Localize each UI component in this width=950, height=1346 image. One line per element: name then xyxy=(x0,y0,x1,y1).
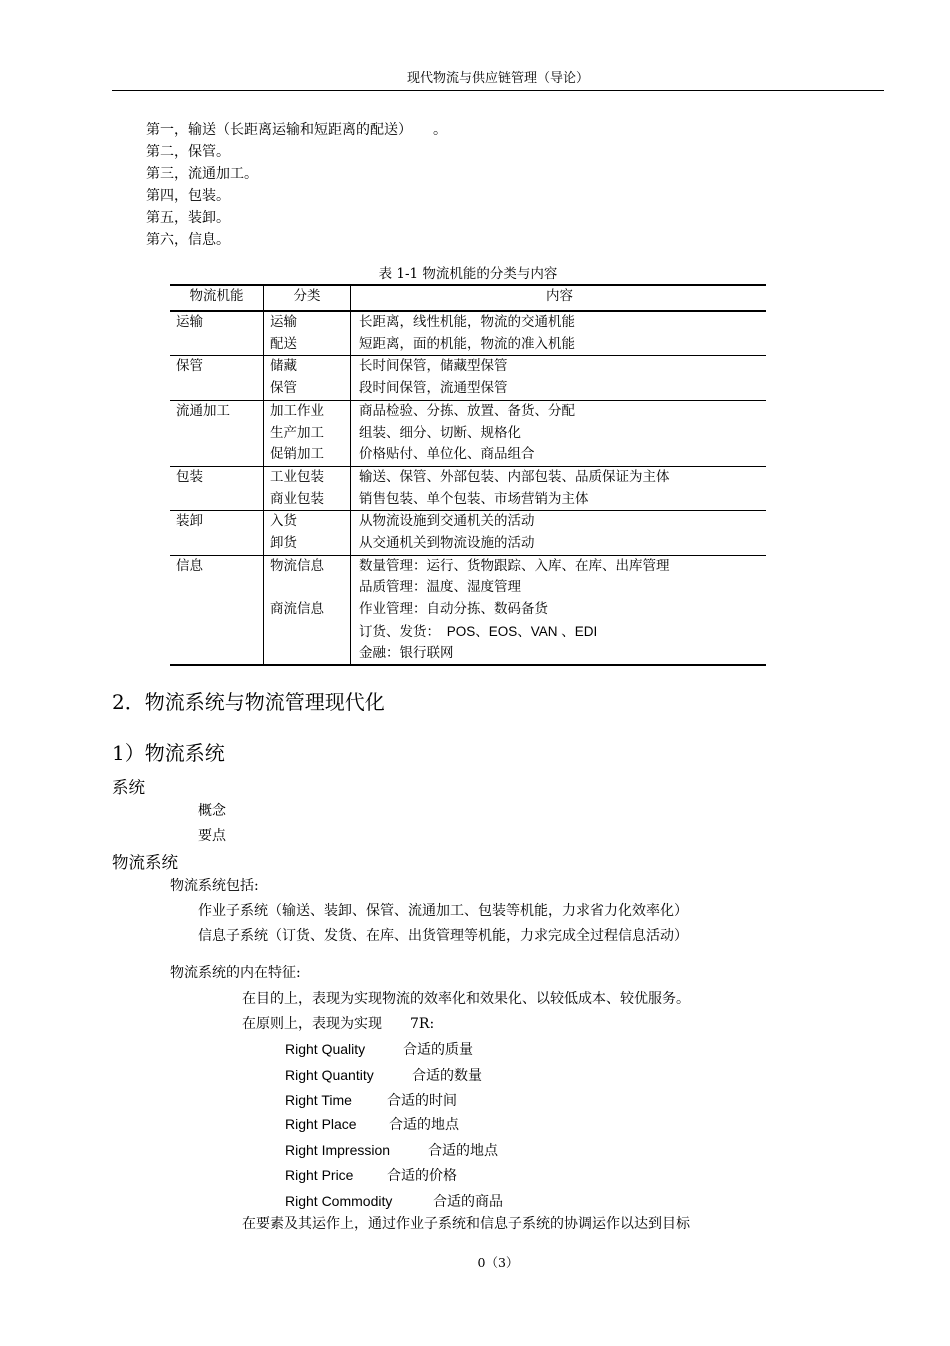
function-cell: 保管 xyxy=(170,356,264,400)
page-header: 现代物流与供应链管理（导论） xyxy=(406,71,589,86)
table-row xyxy=(170,466,766,510)
table-row xyxy=(170,400,766,466)
category-cell: 入货 卸货 xyxy=(264,511,351,555)
content-cell: 长时间保管，储藏型保管 段时间保管，流通型保管 xyxy=(351,356,767,400)
system-item-points: 要点 xyxy=(198,828,226,844)
content-cell: 输送、保管、外部包装、内部包装、品质保证为主体 销售包装、单个包装、市场营销为主体 xyxy=(351,466,767,510)
table-row xyxy=(170,356,766,400)
header-rule xyxy=(112,90,884,91)
function-cell: 信息 xyxy=(170,555,264,665)
includes-label: 物流系统包括: xyxy=(170,878,259,894)
category-cell: 储藏 保管 xyxy=(264,356,351,400)
intro-item-6: 第六，信息。 xyxy=(146,232,230,248)
seven-r-item: Right Impression 合适的地点 xyxy=(285,1142,498,1159)
intro-item-5: 第五，装卸。 xyxy=(146,210,230,226)
section-2-heading: 2．物流系统与物流管理现代化 xyxy=(112,690,385,714)
function-cell: 装卸 xyxy=(170,511,264,555)
seven-r-item: Right Place 合适的地点 xyxy=(285,1116,459,1133)
function-cell: 包装 xyxy=(170,466,264,510)
table-caption: 表 1-1 物流机能的分类与内容 xyxy=(378,266,558,282)
table-row xyxy=(170,511,766,555)
principle-text: 在原则上，表现为实现 7R: xyxy=(242,1016,435,1032)
intro-item-2: 第二，保管。 xyxy=(146,144,230,160)
page-number: 0（3） xyxy=(477,1255,519,1270)
intro-item-1: 第一，输送（长距离运输和短距离的配送） 。 xyxy=(146,122,447,138)
system-heading: 系统 xyxy=(112,778,145,797)
logistics-function-table xyxy=(170,284,766,666)
table-header-content: 内容 xyxy=(351,285,767,311)
table-row xyxy=(170,555,766,665)
seven-r-item: Right Quality 合适的质量 xyxy=(285,1041,473,1058)
seven-r-item: Right Time 合适的时间 xyxy=(285,1092,457,1109)
operation-subsystem: 作业子系统（输送、装卸、保管、流通加工、包装等机能，力求省力化效率化） xyxy=(198,903,688,919)
intro-item-3: 第三，流通加工。 xyxy=(146,166,258,182)
function-cell: 运输 xyxy=(170,311,264,356)
table-header-category: 分类 xyxy=(264,285,351,311)
information-subsystem: 信息子系统（订货、发货、在库、出货管理等机能，力求完成全过程信息活动） xyxy=(198,928,688,944)
category-cell: 物流信息 商流信息 xyxy=(264,555,351,665)
seven-r-item: Right Quantity 合适的数量 xyxy=(285,1067,482,1084)
elements-text: 在要素及其运作上，通过作业子系统和信息子系统的协调运作以达到目标 xyxy=(242,1216,690,1232)
seven-r-item: Right Commodity 合适的商品 xyxy=(285,1193,503,1210)
function-cell: 流通加工 xyxy=(170,400,264,466)
table-header-row xyxy=(170,285,766,311)
category-cell: 运输 配送 xyxy=(264,311,351,356)
table-row xyxy=(170,311,766,356)
category-cell: 加工作业 生产加工 促销加工 xyxy=(264,400,351,466)
features-label: 物流系统的内在特征: xyxy=(170,965,301,981)
section-2-1-heading: 1）物流系统 xyxy=(112,741,225,765)
seven-r-item: Right Price 合适的价格 xyxy=(285,1167,457,1184)
content-cell: 数量管理：运行、货物跟踪、入库、在库、出库管理 品质管理：温度、湿度管理 作业管理：自动分拣、数码备货 订货、发货： POS、EOS、VAN 、EDI 金融：银行联网 xyxy=(351,555,767,665)
logistics-system-heading: 物流系统 xyxy=(112,853,178,872)
content-cell: 商品检验、分拣、放置、备货、分配 组装、细分、切断、规格化 价格贴付、单位化、商品组合 xyxy=(351,400,767,466)
purpose-text: 在目的上，表现为实现物流的效率化和效果化、以较低成本、较优服务。 xyxy=(242,991,690,1007)
table-header-function: 物流机能 xyxy=(170,285,264,311)
system-item-concept: 概念 xyxy=(198,803,226,819)
intro-item-4: 第四，包装。 xyxy=(146,188,230,204)
content-cell: 长距离，线性机能，物流的交通机能 短距离，面的机能，物流的准入机能 xyxy=(351,311,767,356)
category-cell: 工业包装 商业包装 xyxy=(264,466,351,510)
content-cell: 从物流设施到交通机关的活动 从交通机关到物流设施的活动 xyxy=(351,511,767,555)
